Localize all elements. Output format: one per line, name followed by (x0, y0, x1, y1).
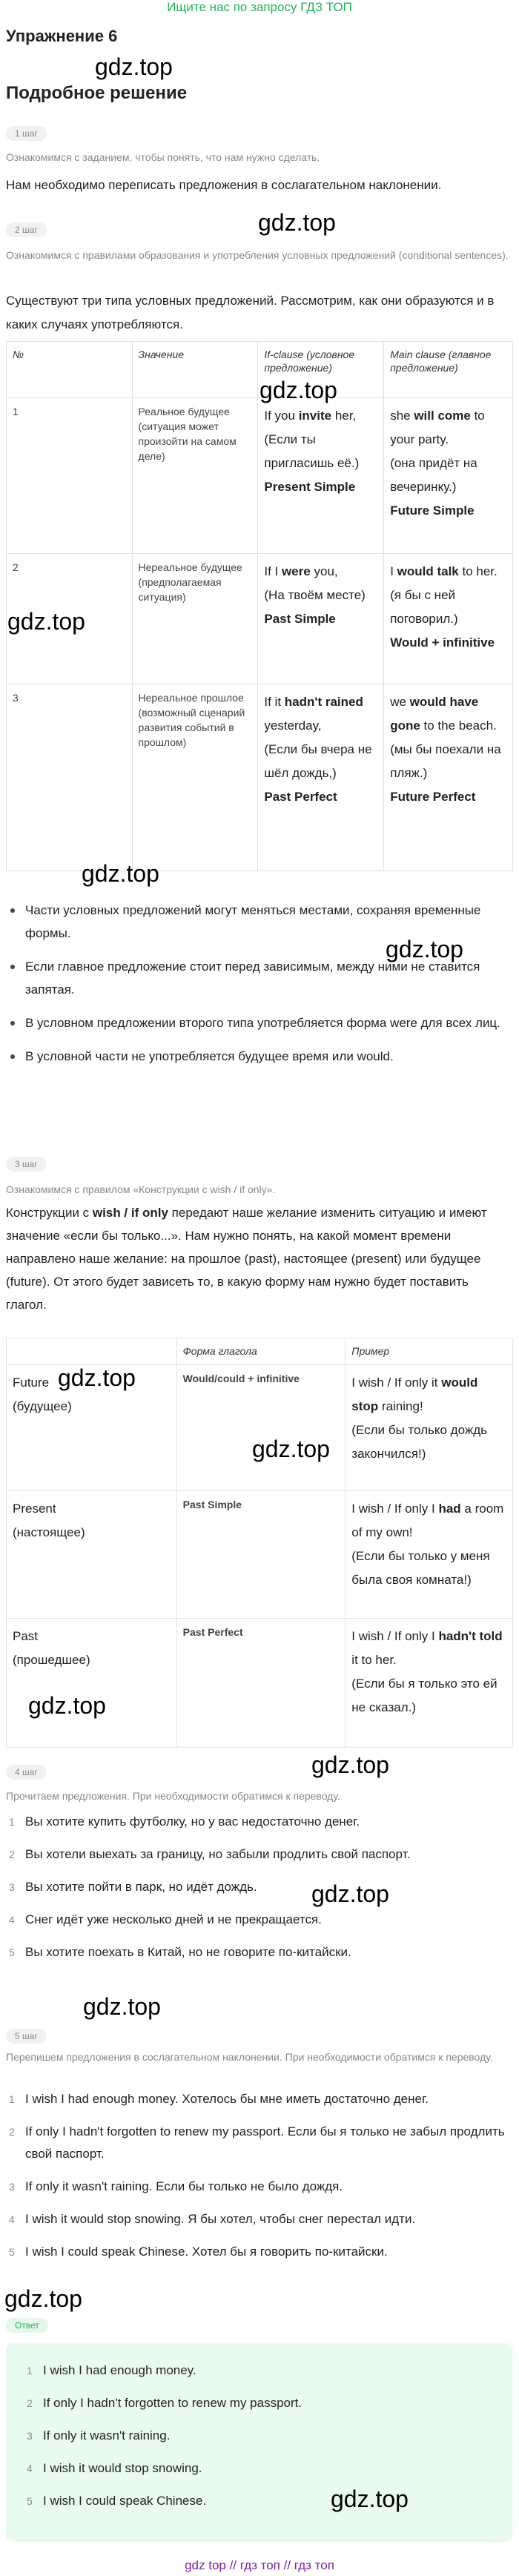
list-item: 1 I wish I had enough money. Хотелось бы мне иметь достаточно денег. (9, 2092, 429, 2106)
row-meaning: Реальное будущее (ситуация может произойти на самом деле) (132, 398, 258, 554)
watermark: gdz.top (311, 1880, 389, 1907)
list-item: 2 If only I hadn't forgotten to renew my passport. Если бы я только не забыл продлить свой паспорт. (9, 2124, 505, 2161)
exercise-title: Упражнение 6 (6, 27, 118, 45)
form-cell: Past Perfect (176, 1619, 346, 1748)
watermark: gdz.top (4, 2285, 82, 2312)
list-item: 5 I wish I could speak Chinese. Хотел бы я говорить по-китайски. (9, 2245, 388, 2259)
watermark: gdz.top (260, 377, 337, 403)
col-example-header: Пример (346, 1338, 513, 1365)
list-item: 5 Вы хотите поехать в Китай, но не говорите по-китайски. (9, 1945, 351, 1959)
sentences-list (6, 1811, 510, 1974)
list-item: 4 I wish it would stop snowing. Я бы хотел, чтобы снег перестал идти. (9, 2212, 416, 2226)
time-cell: Future (будущее) (7, 1365, 177, 1491)
list-item: 5 I wish I could speak Chinese. (27, 2494, 207, 2508)
col-number-header: № (7, 342, 133, 398)
col-main-clause-header: Main clause (главное предложение) (384, 342, 513, 398)
answer-box (6, 2343, 513, 2542)
watermark: gdz.top (311, 1751, 389, 1778)
if-clause-cell: If you invite her, (Если ты пригласишь её.) Present Simple (258, 398, 384, 554)
watermark: gdz.top (58, 1364, 136, 1391)
step-1-label: 1 шаг (6, 126, 47, 141)
solution-heading: Подробное решение (6, 83, 188, 103)
list-item: В условном предложении второго типа употребляется форма were для всех лиц. (6, 1011, 510, 1034)
col-form-header: Форма глагола (176, 1338, 346, 1365)
list-item: Если главное предложение стоит перед зависимым, между ними не ставится запятая. (6, 955, 510, 1001)
row-number: 1 (7, 398, 133, 554)
step-3-label: 3 шаг (6, 1157, 47, 1172)
time-cell: Present (настоящее) (7, 1491, 177, 1619)
table-row (7, 398, 513, 554)
list-item: Части условных предложений могут меняться местами, сохраняя временные формы. (6, 899, 510, 945)
list-item: 4 Снег идёт уже несколько дней и не прекращается. (9, 1912, 322, 1926)
watermark: gdz.top (83, 1993, 161, 2020)
example-cell: I wish / If only I hadn't told it to her. (Если бы я только это ей не сказал.) (346, 1619, 513, 1748)
list-item: 3 If only it wasn't raining. Если бы только не было дождя. (9, 2179, 343, 2193)
table-row (7, 1619, 513, 1748)
main-clause-cell: I would talk to her. (я бы с ней поговорил.) Would + infinitive (384, 554, 513, 684)
list-item: В условной части не употребляется будущее время или would. (6, 1045, 510, 1068)
watermark: gdz.top (252, 1436, 330, 1462)
example-cell: I wish / If only I had a room of my own! (Если бы только у меня была своя комната!) (346, 1491, 513, 1619)
list-item: 4 I wish it would stop snowing. (27, 2461, 202, 2475)
watermark: gdz.top (331, 2486, 409, 2512)
step-2-note: Ознакомимся с правилами образования и употребления условных предложений (conditional sentences). (6, 249, 509, 261)
wish-table (6, 1338, 513, 1748)
watermark: gdz.top (82, 860, 159, 887)
table-row (7, 1491, 513, 1619)
row-meaning: Нереальное прошлое (возможный сценарий развития событий в прошлом) (132, 684, 258, 871)
example-cell: I wish / If only it would stop raining! (Если бы только дождь закончился!) (346, 1365, 513, 1491)
list-item: 3 Вы хотите пойти в парк, но идёт дождь. (9, 1880, 257, 1894)
row-meaning: Нереальное будущее (предполагаемая ситуация) (132, 554, 258, 684)
rules-bullet-list (6, 899, 510, 1078)
step-1-note: Ознакомимся с заданием, чтобы понять, что нам нужно сделать. (6, 151, 320, 163)
rewritten-sentences-list (6, 2088, 510, 2273)
if-clause-cell: If it hadn't rained yesterday, (Если бы вчера не шёл дождь,) Past Perfect (258, 684, 384, 871)
list-item: 2 Вы хотели выехать за границу, но забыли продлить свой паспорт. (9, 1847, 411, 1861)
watermark: gdz.top (258, 209, 336, 236)
step-2-label: 2 шаг (6, 222, 47, 237)
step-5-label: 5 шаг (6, 2029, 47, 2044)
step-3-note: Ознакомимся с правилом «Конструкции с wish / if only». (6, 1183, 276, 1195)
conditionals-table (6, 341, 513, 871)
watermark: gdz.top (386, 936, 463, 962)
form-cell: Would/could + infinitive (176, 1365, 346, 1491)
watermark: gdz.top (7, 608, 85, 635)
step-4-note: Прочитаем предложения. При необходимости обратимся к переводу. (6, 1790, 340, 1802)
footer-links[interactable]: gdz top // гдз топ // гдз топ (185, 2558, 334, 2572)
watermark: gdz.top (95, 53, 173, 80)
step-3-text: Конструкции с wish / if only передают наше желание изменить ситуацию и имеют значение «если бы только...». Нам нужно понять, на какой момент времени направлено наше желание: на прошлое (past), настоящее (present) или будущее (future). От этого будет зависеть то, в какую форму нам нужно будет поставить глагол. (6, 1206, 487, 1312)
list-item: 1 Вы хотите купить футболку, но у вас недостаточно денег. (9, 1814, 360, 1829)
if-clause-cell: If I were you, (На твоём месте) Past Simple (258, 554, 384, 684)
list-item: 3 If only it wasn't raining. (27, 2428, 171, 2443)
col-time-header (7, 1338, 177, 1365)
row-number: 2 (7, 554, 133, 684)
row-number: 3 (7, 684, 133, 871)
col-meaning-header: Значение (132, 342, 258, 398)
step-1-text: Нам необходимо переписать предложения в сослагательном наклонении. (6, 178, 442, 192)
form-cell: Past Simple (176, 1491, 346, 1619)
step-5-note: Перепишем предложения в сослагательном наклонении. При необходимости обратимся к переводу. (6, 2051, 493, 2063)
list-item: 2 If only I hadn't forgotten to renew my passport. (27, 2396, 303, 2410)
step-4-label: 4 шаг (6, 1765, 47, 1780)
list-item: 1 I wish I had enough money. (27, 2363, 196, 2377)
main-clause-cell: we would have gone to the beach. (мы бы поехали на пляж.) Future Perfect (384, 684, 513, 871)
top-search-hint[interactable]: Ищите нас по запросу ГДЗ ТОП (167, 0, 352, 14)
watermark: gdz.top (28, 1692, 106, 1719)
main-clause-cell: she will come to your party. (она придёт на вечеринку.) Future Simple (384, 398, 513, 554)
answer-label: Ответ (6, 2318, 48, 2333)
answer-list (6, 2343, 513, 2530)
col-if-clause-header: If-clause (условное предложение) (258, 342, 384, 398)
table-header-row (7, 1338, 513, 1365)
time-cell: Past (прошедшее) (7, 1619, 177, 1748)
table-row (7, 684, 513, 871)
step-2-text: Существуют три типа условных предложений. Рассмотрим, как они образуются и в каких случаях употребляются. (6, 294, 495, 331)
